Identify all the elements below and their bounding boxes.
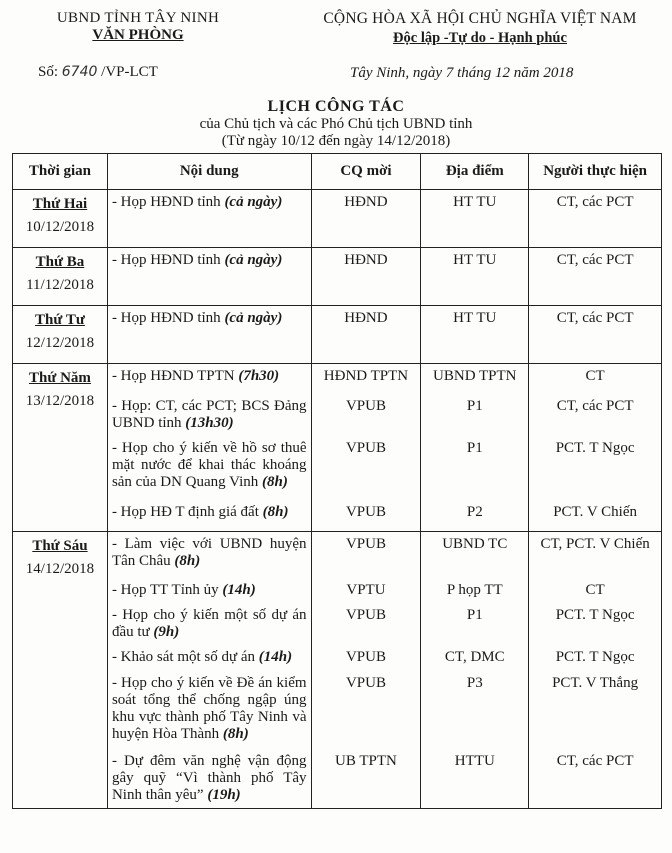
- content-cell: [107, 364, 311, 394]
- nation-name: CỘNG HÒA XÃ HỘI CHỦ NGHĨA VIỆT NAM: [323, 10, 637, 27]
- table-row: [13, 603, 662, 645]
- org-cell: VPUB: [311, 394, 421, 436]
- content-time: (8h): [261, 473, 288, 490]
- day-name: Thứ Sáu: [32, 538, 88, 554]
- org-cell: HĐND: [311, 306, 421, 364]
- org-cell: UB TPTN: [311, 749, 421, 809]
- place-cell: P1: [421, 394, 529, 436]
- content-text: - Họp: CT, các PCT; BCS Đảng UBND tỉnh: [111, 397, 307, 431]
- content-cell: [107, 671, 311, 749]
- org-cell: HĐND: [311, 190, 421, 248]
- date-range: (Từ ngày 10/12 đến ngày 14/12/2018): [221, 133, 451, 149]
- person-cell: CT: [529, 364, 662, 394]
- content-time: (7h30): [238, 368, 280, 384]
- day-cell: [13, 190, 108, 248]
- content-time: (8h): [222, 725, 249, 742]
- national-header: [300, 10, 660, 47]
- content-time: (14h): [258, 648, 293, 665]
- content-cell: [107, 436, 311, 500]
- org-cell: HĐND: [311, 248, 421, 306]
- content-time: (cả ngày): [224, 252, 283, 268]
- content-text: - Họp TT Tỉnh ủy: [111, 581, 223, 598]
- document-number: [38, 64, 158, 81]
- place-cell: P họp TT: [421, 578, 529, 603]
- day-cell: [13, 306, 108, 364]
- day-cell: [13, 532, 108, 809]
- org-cell: VPUB: [311, 671, 421, 749]
- content-cell: [107, 500, 311, 532]
- day-cell: [13, 248, 108, 306]
- content-cell: [107, 532, 311, 578]
- day-name: Thứ Năm: [29, 370, 91, 386]
- day-date: 13/12/2018: [25, 393, 95, 409]
- person-cell: CT, các PCT: [529, 394, 662, 436]
- col-org: CQ mời: [311, 154, 421, 190]
- person-cell: CT: [529, 578, 662, 603]
- table-row: [13, 364, 662, 394]
- table-row: [13, 436, 662, 500]
- doc-no-suffix: /VP-LCT: [97, 64, 158, 80]
- col-content: Nội dung: [107, 154, 311, 190]
- content-cell: [107, 306, 311, 364]
- content-time: (19h): [207, 786, 241, 803]
- place-cell: UBND TPTN: [421, 364, 529, 394]
- place-cell: UBND TC: [421, 532, 529, 578]
- content-text: - Khảo sát một số dự án: [111, 648, 259, 665]
- content-text: - Họp HĐND tỉnh: [111, 252, 225, 268]
- org-cell: VPUB: [311, 603, 421, 645]
- content-text: - Họp HĐND tỉnh: [111, 310, 225, 326]
- content-text: - Dự đêm văn nghệ vận động gây quỹ “Vì thành phố Tây Ninh thân yêu”: [111, 752, 307, 803]
- place-cell: CT, DMC: [421, 645, 529, 671]
- person-cell: PCT. V Thắng: [529, 671, 662, 749]
- content-time: (cả ngày): [224, 194, 283, 210]
- table-row: [13, 394, 662, 436]
- content-cell: [107, 394, 311, 436]
- day-date: 10/12/2018: [25, 219, 95, 235]
- doc-no-prefix: Số:: [38, 64, 62, 80]
- day-cell: [13, 364, 108, 532]
- content-text: - Họp cho ý kiến về Đề án kiểm soát tổng thể chống ngập úng khu vực thành phố Tây Ninh và huyện Hòa Thành: [111, 674, 307, 742]
- place-cell: HT TU: [421, 248, 529, 306]
- table-row: [13, 578, 662, 603]
- content-cell: [107, 248, 311, 306]
- person-cell: PCT. T Ngọc: [529, 436, 662, 500]
- person-cell: CT, PCT. V Chiến: [529, 532, 662, 578]
- nation-motto: Độc lập -Tự do - Hạnh phúc: [393, 30, 567, 46]
- table-row: [13, 671, 662, 749]
- agency-header: [38, 10, 238, 44]
- org-cell: HĐND TPTN: [311, 364, 421, 394]
- schedule-body: [13, 190, 662, 809]
- col-place: Địa điểm: [421, 154, 529, 190]
- col-time: Thời gian: [13, 154, 108, 190]
- org-cell: VPTU: [311, 578, 421, 603]
- place-cell: P2: [421, 500, 529, 532]
- office-name: VĂN PHÒNG: [92, 27, 184, 43]
- place-cell: HTTU: [421, 749, 529, 809]
- content-text: - Làm việc với UBND huyện Tân Châu: [111, 536, 307, 569]
- schedule-table: [12, 153, 662, 809]
- table-row: [13, 248, 662, 306]
- content-cell: [107, 190, 311, 248]
- content-time: (13h30): [185, 414, 234, 431]
- table-row: [13, 306, 662, 364]
- place-cell: HT TU: [421, 306, 529, 364]
- day-name: Thứ Ba: [35, 254, 85, 270]
- doc-no-handwritten: 6740: [61, 64, 98, 80]
- person-cell: PCT. V Chiến: [529, 500, 662, 532]
- content-cell: [107, 749, 311, 809]
- content-time: (8h): [262, 503, 289, 520]
- day-date: 14/12/2018: [25, 561, 95, 577]
- content-text: - Họp cho ý kiến một số dự án đầu tư: [111, 606, 307, 640]
- person-cell: PCT. T Ngọc: [529, 603, 662, 645]
- content-time: (9h): [153, 623, 180, 640]
- place-cell: HT TU: [421, 190, 529, 248]
- content-time: (cả ngày): [224, 310, 283, 326]
- person-cell: CT, các PCT: [529, 248, 662, 306]
- table-row: [13, 532, 662, 578]
- org-cell: VPUB: [311, 500, 421, 532]
- place-cell: P1: [421, 436, 529, 500]
- content-text: - Họp HĐND tỉnh: [111, 194, 225, 210]
- day-date: 12/12/2018: [25, 335, 95, 351]
- org-cell: VPUB: [311, 436, 421, 500]
- table-header-row: [13, 154, 662, 190]
- content-cell: [107, 645, 311, 671]
- table-row: [13, 500, 662, 532]
- org-cell: VPUB: [311, 645, 421, 671]
- person-cell: CT, các PCT: [529, 306, 662, 364]
- day-name: Thứ Tư: [35, 312, 85, 328]
- day-date: 11/12/2018: [26, 277, 94, 293]
- col-person: Người thực hiện: [529, 154, 662, 190]
- table-row: [13, 749, 662, 809]
- person-cell: CT, các PCT: [529, 749, 662, 809]
- content-cell: [107, 578, 311, 603]
- person-cell: CT, các PCT: [529, 190, 662, 248]
- document-title: LỊCH CÔNG TÁC: [267, 98, 405, 115]
- place-cell: P1: [421, 603, 529, 645]
- content-text: - Họp HĐ T định giá đất: [111, 503, 263, 520]
- org-cell: VPUB: [311, 532, 421, 578]
- day-name: Thứ Hai: [32, 196, 88, 212]
- content-cell: [107, 603, 311, 645]
- place-date: Tây Ninh, ngày 7 tháng 12 năm 2018: [350, 65, 574, 81]
- content-text: - Họp HĐND TPTN: [111, 368, 239, 384]
- agency-name: UBND TỈNH TÂY NINH: [56, 10, 220, 26]
- content-time: (8h): [174, 553, 201, 569]
- document-subtitle: của Chủ tịch và các Phó Chủ tịch UBND tỉnh: [199, 116, 473, 132]
- content-text: - Họp cho ý kiến về hồ sơ thuê mặt nước để khai thác khoáng sản của DN Quang Vinh: [111, 439, 307, 490]
- place-cell: P3: [421, 671, 529, 749]
- person-cell: PCT. T Ngọc: [529, 645, 662, 671]
- content-time: (14h): [222, 581, 256, 598]
- table-row: [13, 190, 662, 248]
- table-row: [13, 645, 662, 671]
